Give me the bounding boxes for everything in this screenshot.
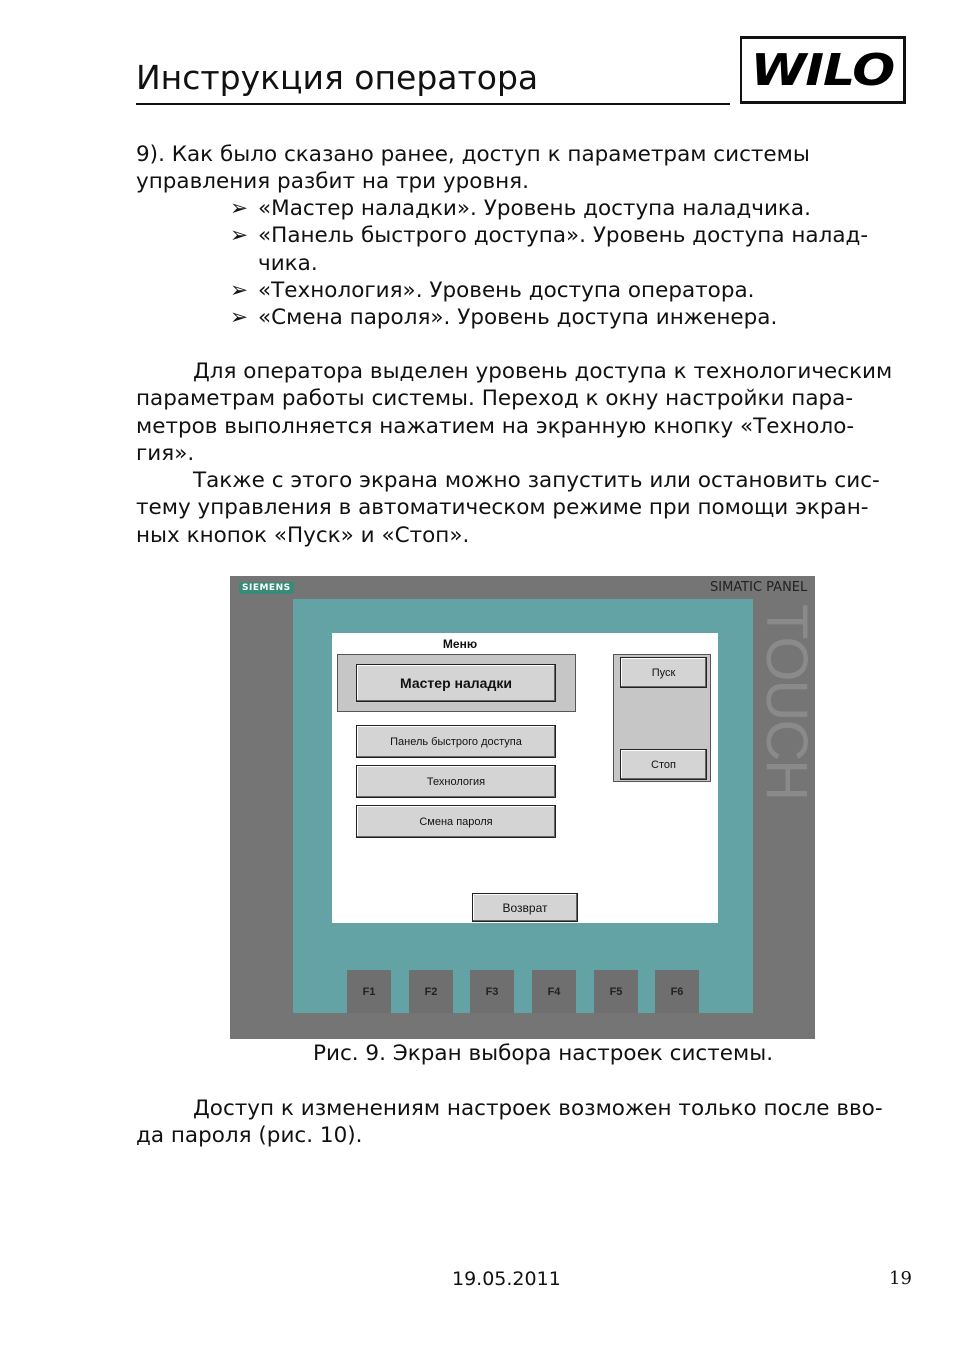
logo-text: WILO (750, 44, 895, 96)
start-button[interactable]: Пуск (620, 657, 707, 688)
wilo-logo (740, 36, 906, 104)
touch-label: TOUCH (754, 604, 819, 800)
list-item-text: чика. (258, 250, 318, 276)
list-item (230, 222, 868, 277)
hmi-panel-figure (230, 576, 819, 1039)
arrow-bullet-icon: ➢ (230, 196, 249, 221)
paragraph-2-line: параметрам работы системы. Переход к окну настройки пара- (136, 386, 854, 412)
paragraph-2-line: Для оператора выделен уровень доступа к технологическим (193, 359, 893, 384)
list-item-text: «Смена пароля». Уровень доступа инженера. (258, 305, 778, 331)
paragraph-4-line: Доступ к изменениям настроек возможен только после вво- (193, 1096, 883, 1121)
back-button[interactable]: Возврат (472, 893, 578, 922)
footer-date: 19.05.2011 (452, 1268, 561, 1290)
technology-button[interactable]: Технология (356, 765, 556, 798)
list-item-text: «Панель быстрого доступа». Уровень доступа налад- (258, 223, 869, 249)
f5-key[interactable]: F5 (594, 970, 638, 1013)
list-item (230, 277, 868, 304)
paragraph-1 (136, 141, 810, 196)
quick-access-button[interactable]: Панель быстрого доступа (356, 725, 556, 758)
stop-button[interactable]: Стоп (620, 749, 707, 780)
access-levels-list (230, 195, 868, 331)
f6-key[interactable]: F6 (655, 970, 699, 1013)
list-item-text: «Мастер наладки». Уровень доступа наладчика. (258, 196, 811, 221)
paragraph-3-line: ных кнопок «Пуск» и «Стоп». (136, 522, 470, 548)
list-item (230, 304, 868, 331)
paragraph-2-line: гия». (136, 440, 195, 466)
list-item (230, 195, 868, 222)
f1-key[interactable]: F1 (347, 970, 391, 1013)
arrow-bullet-icon: ➢ (230, 277, 249, 303)
f4-key[interactable]: F4 (532, 970, 576, 1013)
paragraph-2-line: метров выполняется нажатием на экранную кнопку «Техноло- (136, 413, 855, 439)
paragraph-2 (136, 358, 892, 549)
list-item-text: «Технология». Уровень доступа оператора. (258, 277, 755, 303)
change-password-button[interactable]: Смена пароля (356, 805, 556, 838)
paragraph-4-line: да пароля (рис. 10). (136, 1123, 363, 1149)
paragraph-3-line: Также с этого экрана можно запустить или остановить сис- (193, 468, 880, 494)
title-rule (136, 103, 730, 105)
paragraph-4 (136, 1095, 883, 1150)
figure-caption: Рис. 9. Экран выбора настроек системы. (313, 1041, 774, 1066)
page-title: Инструкция оператора (136, 58, 539, 97)
arrow-bullet-icon: ➢ (230, 223, 249, 249)
paragraph-3-line: тему управления в автоматическом режиме при помощи экран- (136, 495, 869, 521)
hmi-screen (332, 633, 718, 923)
paragraph-1-line: 9). Как было сказано ранее, доступ к параметрам системы (136, 142, 810, 167)
f2-key[interactable]: F2 (409, 970, 453, 1013)
simatic-panel-label: SIMATIC PANEL (710, 580, 808, 595)
page-number: 19 (889, 1268, 912, 1289)
master-setup-button[interactable]: Мастер наладки (356, 664, 556, 702)
siemens-brand: SIEMENS (239, 582, 294, 594)
menu-title: Меню (442, 637, 478, 651)
paragraph-1-line: управления разбит на три уровня. (136, 169, 529, 195)
arrow-bullet-icon: ➢ (230, 305, 249, 331)
f3-key[interactable]: F3 (470, 970, 514, 1013)
